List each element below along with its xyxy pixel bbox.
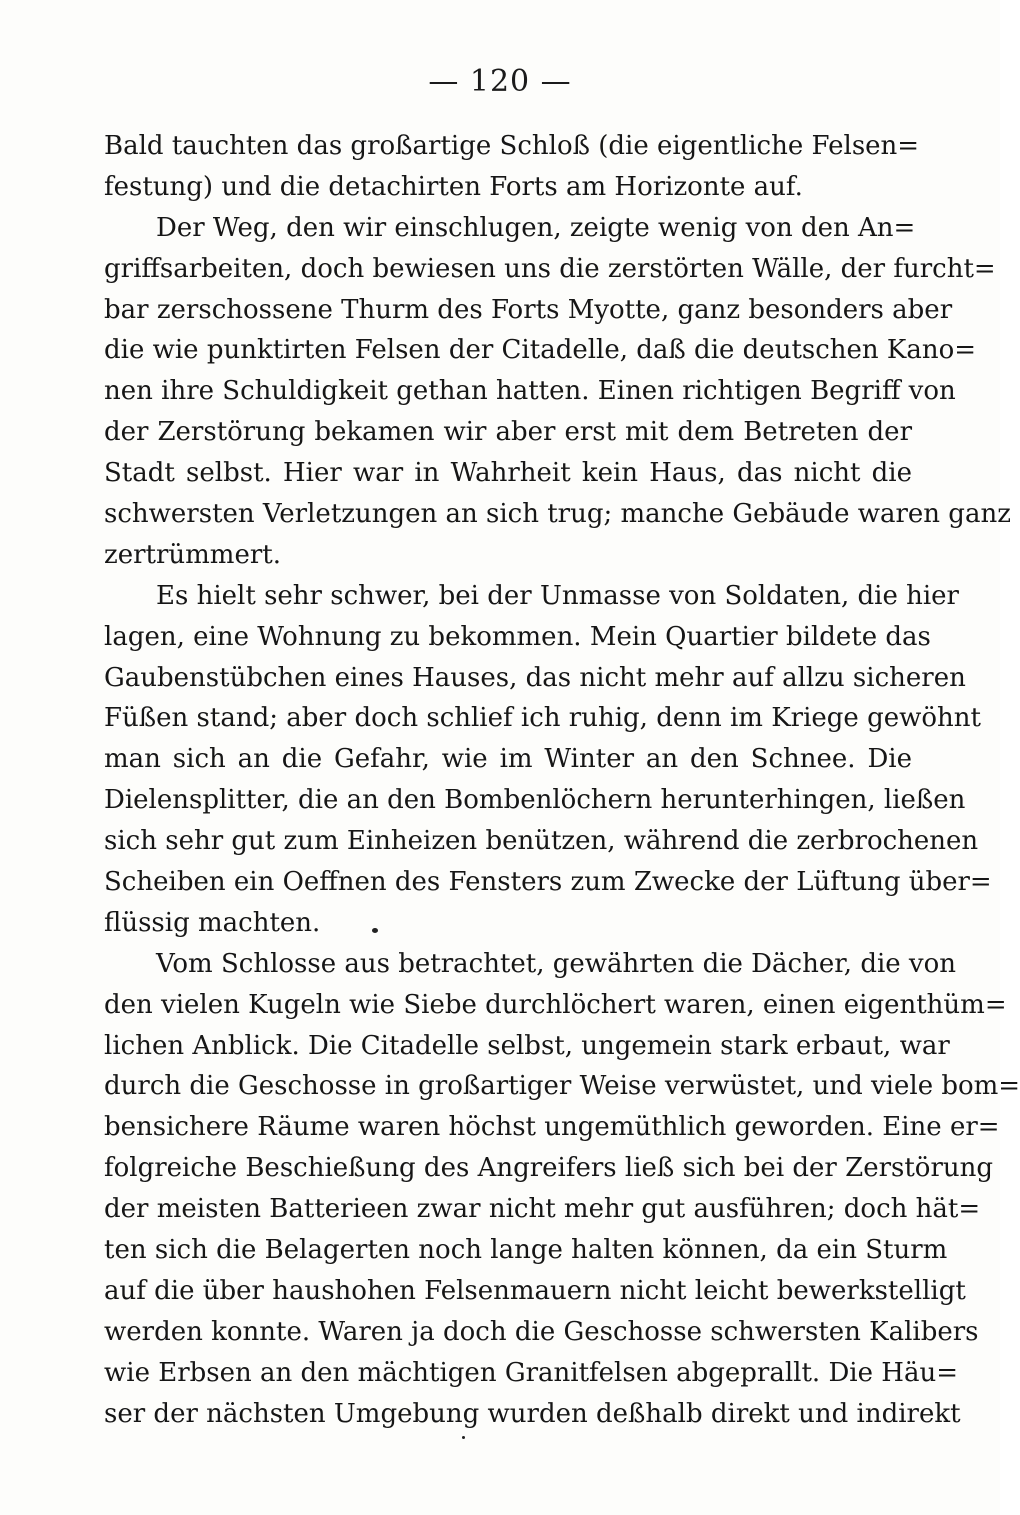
text-line: auf die über haushohen Felsenmauern nicht leicht bewerkstelligt [104,1275,966,1306]
text-line: wie Erbsen an den mächtigen Granitfelsen abgeprallt. Die Häu= [104,1357,958,1388]
text-line: schwersten Verletzungen an sich trug; manche Gebäude waren ganz [104,499,1011,530]
text-line: Bald tauchten das großartige Schloß (die eigentliche Felsen= [104,131,920,161]
text-line: durch die Geschosse in großartiger Weise verwüstet, und viele bom= [104,1071,1020,1102]
text-line: ten sich die Belagerten noch lange halten können, da ein Sturm [104,1235,948,1266]
text-line: Scheiben ein Oeffnen des Fensters zum Zwecke der Lüftung über= [104,867,992,898]
text-line: festung) und die detachirten Forts am Horizonte auf. [104,171,803,202]
text-line: zertrümmert. [104,539,281,570]
text-line: bar zerschossene Thurm des Forts Myotte, ganz besonders aber [104,294,953,325]
text-line: Es hielt sehr schwer, bei der Unmasse von Soldaten, die hier [156,580,959,611]
body-text [104,126,1020,1435]
text-line: der Zerstörung bekamen wir aber erst mit dem Betreten der [104,417,912,448]
text-line: nen ihre Schuldigkeit gethan hatten. Einen richtigen Begriff von [104,376,956,407]
page-number: — 120 — [428,64,572,99]
text-line: bensichere Räume waren höchst ungemüthlich geworden. Eine er= [104,1112,1000,1143]
text-line: ser der nächsten Umgebung wurden deßhalb direkt und indirekt [104,1398,961,1429]
text-line: Vom Schlosse aus betrachtet, gewährten die Dächer, die von [156,948,957,979]
text-line: Gaubenstübchen eines Hauses, das nicht mehr auf allzu sicheren [104,662,966,693]
text-line: den vielen Kugeln wie Siebe durchlöchert waren, einen eigenthüm= [104,989,1007,1020]
text-line: Der Weg, den wir einschlugen, zeigte wenig von den An= [156,212,916,243]
text-line: Füßen stand; aber doch schlief ich ruhig, denn im Kriege gewöhnt [104,703,981,734]
text-line: der meisten Batterieen zwar nicht mehr gut ausführen; doch hät= [104,1194,981,1225]
text-line: flüssig machten. [104,907,321,938]
text-line: sich sehr gut zum Einheizen benützen, während die zerbrochenen [104,826,979,857]
ink-speck [462,1436,465,1439]
text-line: Stadt selbst. Hier war in Wahrheit kein Haus, das nicht die [104,458,912,489]
text-line: Dielensplitter, die an den Bombenlöchern herunterhingen, ließen [104,785,966,816]
text-line: die wie punktirten Felsen der Citadelle, daß die deutschen Kano= [104,335,977,366]
text-line: folgreiche Beschießung des Angreifers ließ sich bei der Zerstörung [104,1153,994,1184]
text-line: lichen Anblick. Die Citadelle selbst, ungemein stark erbaut, war [104,1030,950,1061]
text-line: lagen, eine Wohnung zu bekommen. Mein Quartier bildete das [104,621,931,652]
text-line: griffsarbeiten, doch bewiesen uns die zerstörten Wälle, der furcht= [104,253,996,284]
text-line: werden konnte. Waren ja doch die Geschosse schwersten Kalibers [104,1316,979,1347]
text-line: man sich an die Gefahr, wie im Winter an den Schnee. Die [104,744,912,775]
ink-speck [372,928,378,933]
